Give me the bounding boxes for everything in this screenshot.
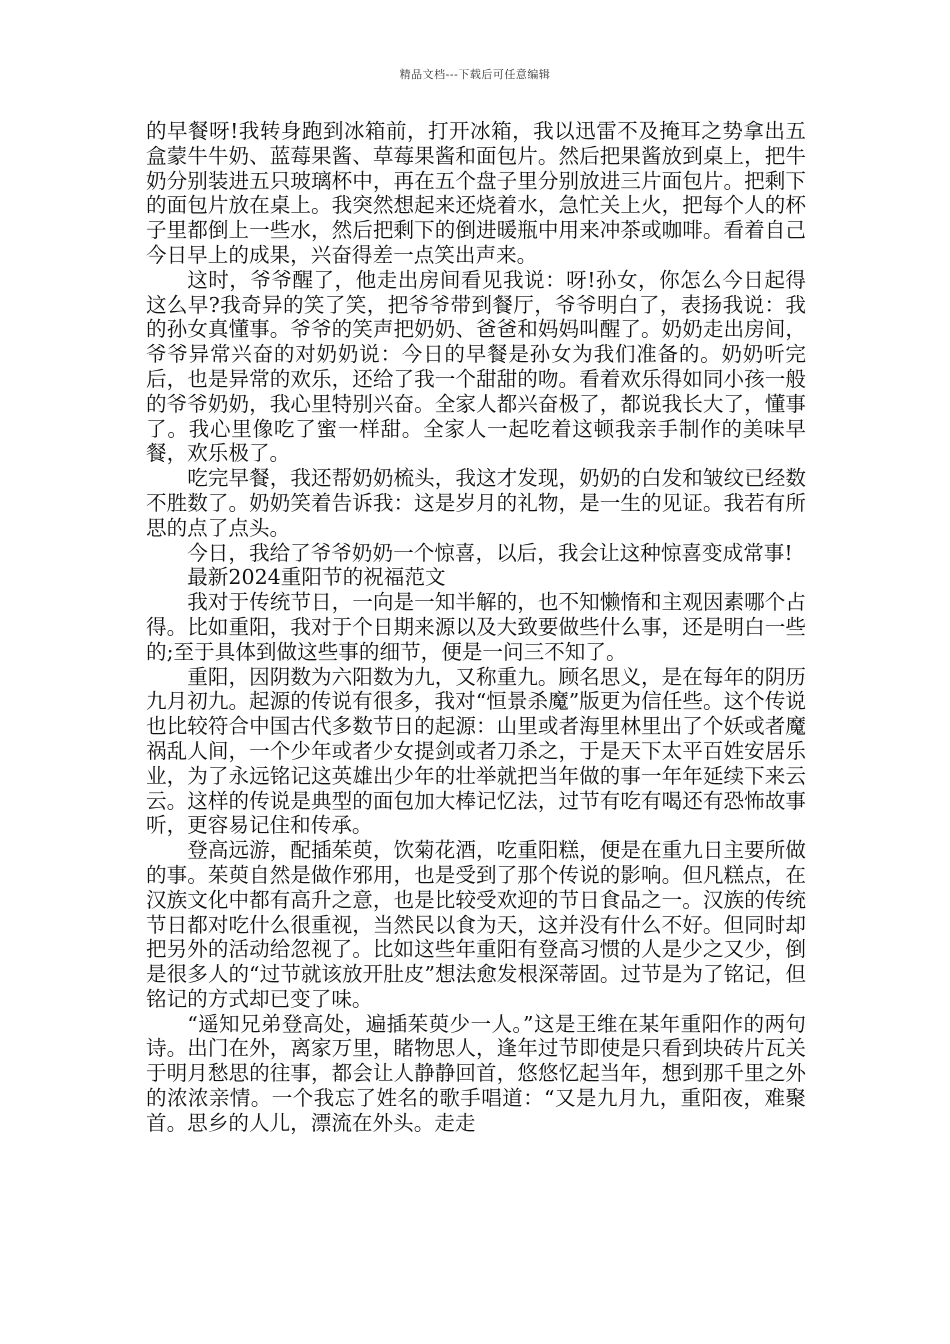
- paragraph: 登高远游，配插茱萸，饮菊花酒，吃重阳糕，便是在重九日主要所做的事。茱萸自然是做作邪用，也是受到了那个传说的影响。但凡糕点，在汉族文化中都有高升之意，也是比较受欢迎的节日食品之一。汉族的传统节日都对吃什么很重视，当然民以食为天，这并没有什么不好。但同时却把另外的活动给忽视了。比如这些年重阳有登高习惯的人是少之又少，倒是很多人的“过节就该放开肚皮”想法愈发根深蒂固。过节是为了铭记，但铭记的方式却已变了味。: [146, 838, 806, 1011]
- paragraph: 的早餐呀!我转身跑到冰箱前，打开冰箱，我以迅雷不及掩耳之势拿出五盒蒙牛牛奶、蓝莓果酱、草莓果酱和面包片。然后把果酱放到桌上，把牛奶分别装进五只玻璃杯中，再在五个盘子里分别放进三片面包片。把剩下的面包片放在桌上。我突然想起来还烧着水，急忙关上火，把每个人的杯子里都倒上一些水，然后把剩下的倒进暖瓶中用来冲茶或咖啡。看着自己今日早上的成果，兴奋得差一点笑出声来。: [146, 119, 806, 267]
- paragraph: 今日，我给了爷爷奶奶一个惊喜，以后，我会让这种惊喜变成常事!: [187, 540, 793, 565]
- document-body: [146, 119, 806, 1136]
- paragraph: “遥知兄弟登高处，遍插茱萸少一人。”这是王维在某年重阳作的两句诗。出门在外，离家万里，睹物思人，逢年过节即使是只看到块砖片瓦关于明月愁思的往事，都会让人静静回首，悠悠忆起当年，想到那千里之外的浓浓亲情。一个我忘了姓名的歌手唱道：“又是九月九，重阳夜，难聚首。思乡的人儿，漂流在外头。走走: [146, 1011, 806, 1135]
- paragraph: 吃完早餐，我还帮奶奶梳头，我这才发现，奶奶的白发和皱纹已经数不胜数了。奶奶笑着告诉我：这是岁月的礼物，是一生的见证。我若有所思的点了点头。: [146, 466, 806, 540]
- paragraph: 重阳，因阴数为六阳数为九，又称重九。顾名思义，是在每年的阴历九月初九。起源的传说有很多，我对“恒景杀魔”版更为信任些。这个传说也比较符合中国古代多数节日的起源：山里或者海里林里出了个妖或者魔祸乱人间，一个少年或者少女提剑或者刀杀之，于是天下太平百姓安居乐业，为了永远铭记这英雄出少年的壮举就把当年做的事一年年延续下来云云。这样的传说是典型的面包加大棒记忆法，过节有吃有喝还有恐怖故事听，更容易记住和传承。: [146, 664, 806, 838]
- paragraph: 我对于传统节日，一向是一知半解的，也不知懒惰和主观因素哪个占得。比如重阳，我对于个日期来源以及大致要做些什么事，还是明白一些的;至于具体到做这些事的细节，便是一问三不知了。: [146, 590, 806, 664]
- paragraph: 这时，爷爷醒了，他走出房间看见我说：呀!孙女，你怎么今日起得这么早?我奇异的笑了笑，把爷爷带到餐厅，爷爷明白了，表扬我说：我的孙女真懂事。爷爷的笑声把奶奶、爸爸和妈妈叫醒了。奶奶走出房间，爷爷异常兴奋的对奶奶说：今日的早餐是孙女为我们准备的。奶奶听完后，也是异常的欢乐，还给了我一个甜甜的吻。看着欢乐得如同小孩一般的爷爷奶奶，我心里特别兴奋。全家人都兴奋极了，都说我长大了，懂事了。我心里像吃了蜜一样甜。全家人一起吃着这顿我亲手制作的美味早餐，欢乐极了。: [146, 267, 806, 466]
- section-title: 最新2024重阳节的祝福范文: [187, 565, 446, 590]
- page-header: 精品文档---下载后可任意编辑: [399, 68, 551, 81]
